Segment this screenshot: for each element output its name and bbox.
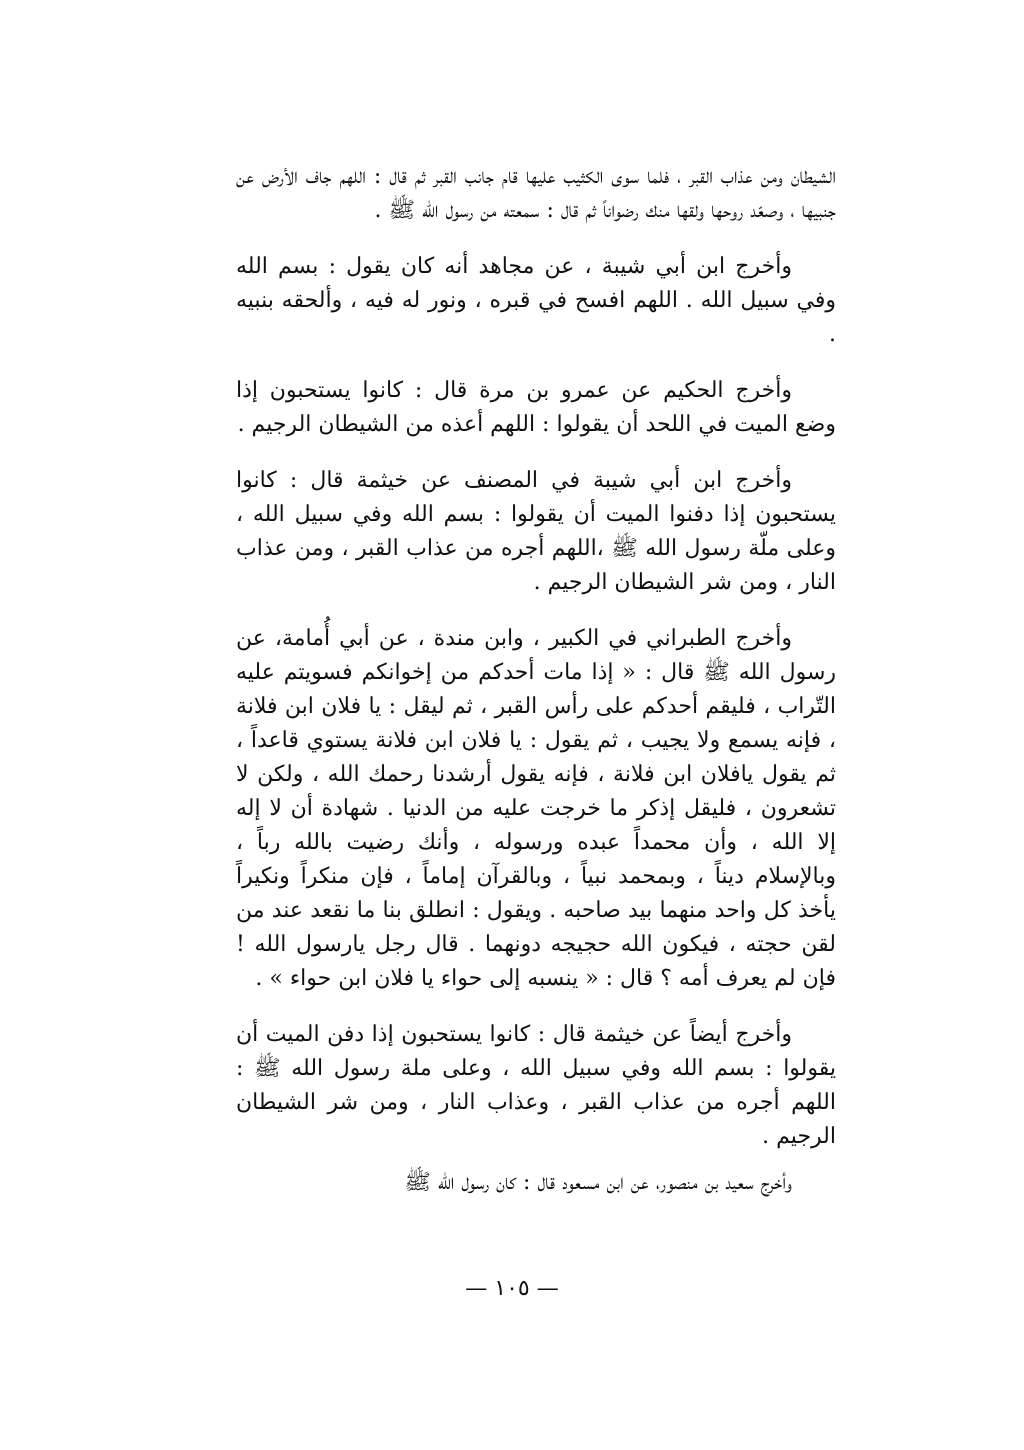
paragraph-1: الشيطان ومن عذاب القبر ، فلما سوى الكثيب عليها قام جانب القبر ثم قال : اللهم جاف الأرض عن جنبيها ، وصعّد روحها ولقها منك رضواناً ثم قال : سمعته من رسول الله ﷺ . bbox=[236, 164, 836, 223]
paragraph-7: وأخرج سعيد بن منصور، عن ابن مسعود قال : كان رسول الله ﷺ bbox=[404, 1170, 792, 1195]
page-number: — ١٠٥ — bbox=[465, 1276, 559, 1301]
paragraph-6: وأخرج أيضاً عن خيثمة قال : كانوا يستحبون إذا دفن الميت أن يقولوا : بسم الله وفي سبيل الله ، وعلى ملة رسول الله ﷺ : اللهم أجره من عذاب القبر ، وعذاب النار ، ومن شر الشيطان الرجيم . bbox=[236, 1022, 836, 1149]
page-body bbox=[236, 160, 836, 1290]
paragraph-2: وأخرج ابن أبي شيبة ، عن مجاهد أنه كان يقول : بسم الله وفي سبيل الله . اللهم افسح في قبره ، ونور له فيه ، وألحقه بنبيه . bbox=[236, 254, 836, 347]
paragraph-4: وأخرج ابن أبي شيبة في المصنف عن خيثمة قال : كانوا يستحبون إذا دفنوا الميت أن يقولوا : بسم الله وفي سبيل الله ، وعلى ملّة رسول الله ﷺ ،اللهم أجره من عذاب القبر ، ومن عذاب النار ، ومن شر الشيطان الرجيم . bbox=[236, 468, 836, 595]
paragraph-5: وأخرج الطبراني في الكبير ، وابن مندة ، عن أبي أُمامة، عن رسول الله ﷺ قال : « إذا مات أحدكم من إخوانكم فسويتم عليه التّراب ، فليقم أحدكم على رأس القبر ، ثم ليقل : يا فلان ابن فلانة ، فإنه يسمع ولا يجيب ، ثم يقول : يا فلان ابن فلانة يستوي قاعداً ، ثم يقول يافلان ابن فلانة ، فإنه يقول أرشدنا رحمك الله ، ولكن لا تشعرون ، فليقل إذكر ما خرجت عليه من الدنيا . شهادة أن لا إله إلا الله ، وأن محمداً عبده ورسوله ، وأنك رضيت بالله رباً ، وبالإسلام ديناً ، وبمحمد نبياً ، وبالقرآن إماماً ، فإن منكراً ونكيراً يأخذ كل واحد منهما بيد صاحبه . ويقول : انطلق بنا ما نقعد عند من لقن حجته ، فيكون الله حجيجه دونهما . قال رجل يارسول الله ! فإن لم يعرف أمه ؟ قال : « ينسبه إلى حواء يا فلان ابن حواء » . bbox=[236, 626, 836, 991]
paragraph-3: وأخرج الحكيم عن عمرو بن مرة قال : كانوا يستحبون إذا وضع الميت في اللحد أن يقولوا : اللهم أعذه من الشيطان الرجيم . bbox=[236, 378, 836, 437]
